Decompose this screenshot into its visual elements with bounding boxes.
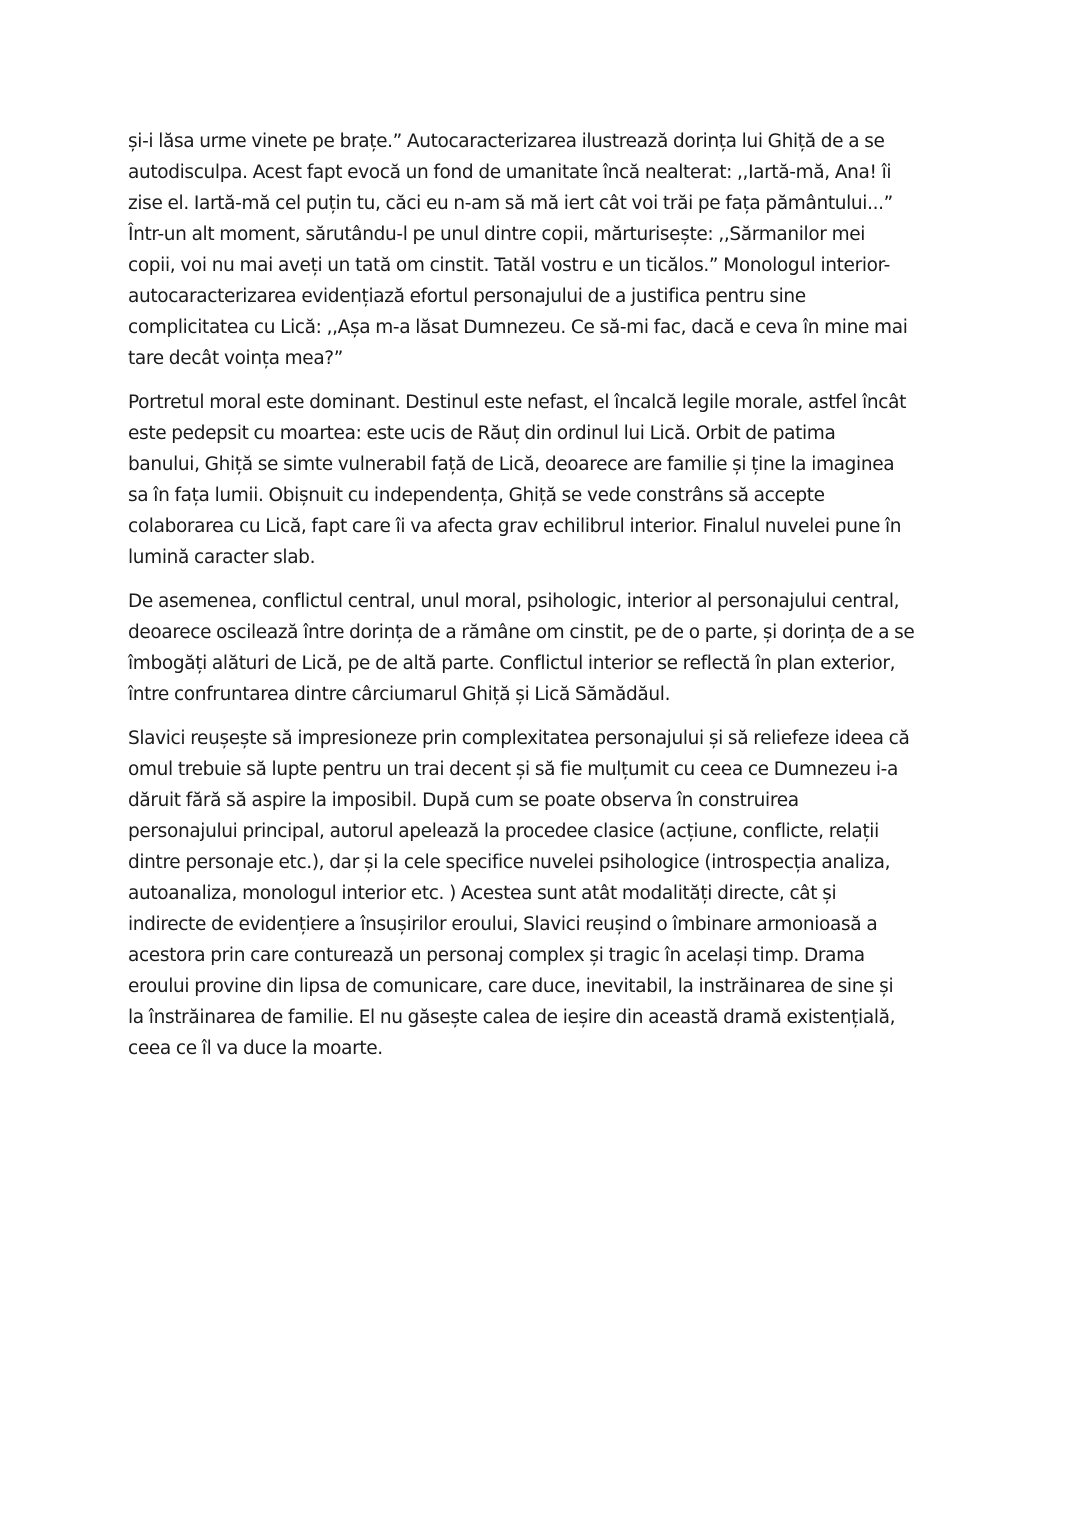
document-body (128, 126, 960, 1077)
paragraph-3: De asemenea, conflictul central, unul moral, psihologic, interior al personajului central, deoarece oscilează între dorința de a rămâne om cinstit, pe de o parte, și dorința de a se îmbogăți alături de Lică, pe de altă parte. Conflictul interior se reflectă în plan exterior, între confruntarea dintre cârciumarul Ghiță și Lică Sămădăul. (128, 591, 915, 705)
paragraph-4: Slavici reușește să impresioneze prin complexitatea personajului și să reliefeze ideea că omul trebuie să lupte pentru un trai decent și să fie mulțumit cu ceea ce Dumnezeu i-a dăruit fără să aspire la imposibil. După cum se poate observa în construirea personajului principal, autorul apelează la procedee clasice (acțiune, conflicte, relații dintre personaje etc.), dar și la cele specifice nuvelei psihologice (introspecția analiza, autoanaliza, monologul interior etc. ) Acestea sunt atât modalități directe, cât și indirecte de evidențiere a însușirilor eroului, Slavici reușind o îmbinare armonioasă a acestora prin care conturează un personaj complex și tragic în același timp. Drama eroului provine din lipsa de comunicare, care duce, inevitabil, la instrăinarea de sine și la înstrăinarea de familie. El nu găsește calea de ieșire din această dramă existențială, ceea ce îl va duce la moarte. (128, 728, 910, 1059)
paragraph-2: Portretul moral este dominant. Destinul este nefast, el încalcă legile morale, astfel încât este pedepsit cu moartea: este ucis de Răuț din ordinul lui Lică. Orbit de patima banului, Ghiță se simte vulnerabil față de Lică, deoarece are familie și ține la imaginea sa în fața lumii. Obișnuit cu independența, Ghiță se vede constrâns să accepte colaborarea cu Lică, fapt care îi va afecta grav echilibrul interior. Finalul nuvelei pune în lumină caracter slab. (128, 392, 906, 568)
paragraph-1: și-i lăsa urme vinete pe brațe.” Autocaracterizarea ilustrează dorința lui Ghiță de a se autodisculpa. Acest fapt evocă un fond de umanitate încă nealterat: ,,Iartă-mă, Ana! îi zise el. Iartă-mă cel puțin tu, căci eu n-am să mă iert cât voi trăi pe fața pământului...” Într-un alt moment, sărutându-l pe unul dintre copii, mărturisește: ,,Sărmanilor mei copii, voi nu mai aveți un tată om cinstit. Tatăl vostru e un ticălos.” Monologul interior- autocaracterizarea evidențiază efortul personajului de a justifica pentru sine complicitatea cu Lică: ,,Așa m-a lăsat Dumnezeu. Ce să-mi fac, dacă e ceva în mine mai tare decât voința mea?” (128, 131, 908, 369)
